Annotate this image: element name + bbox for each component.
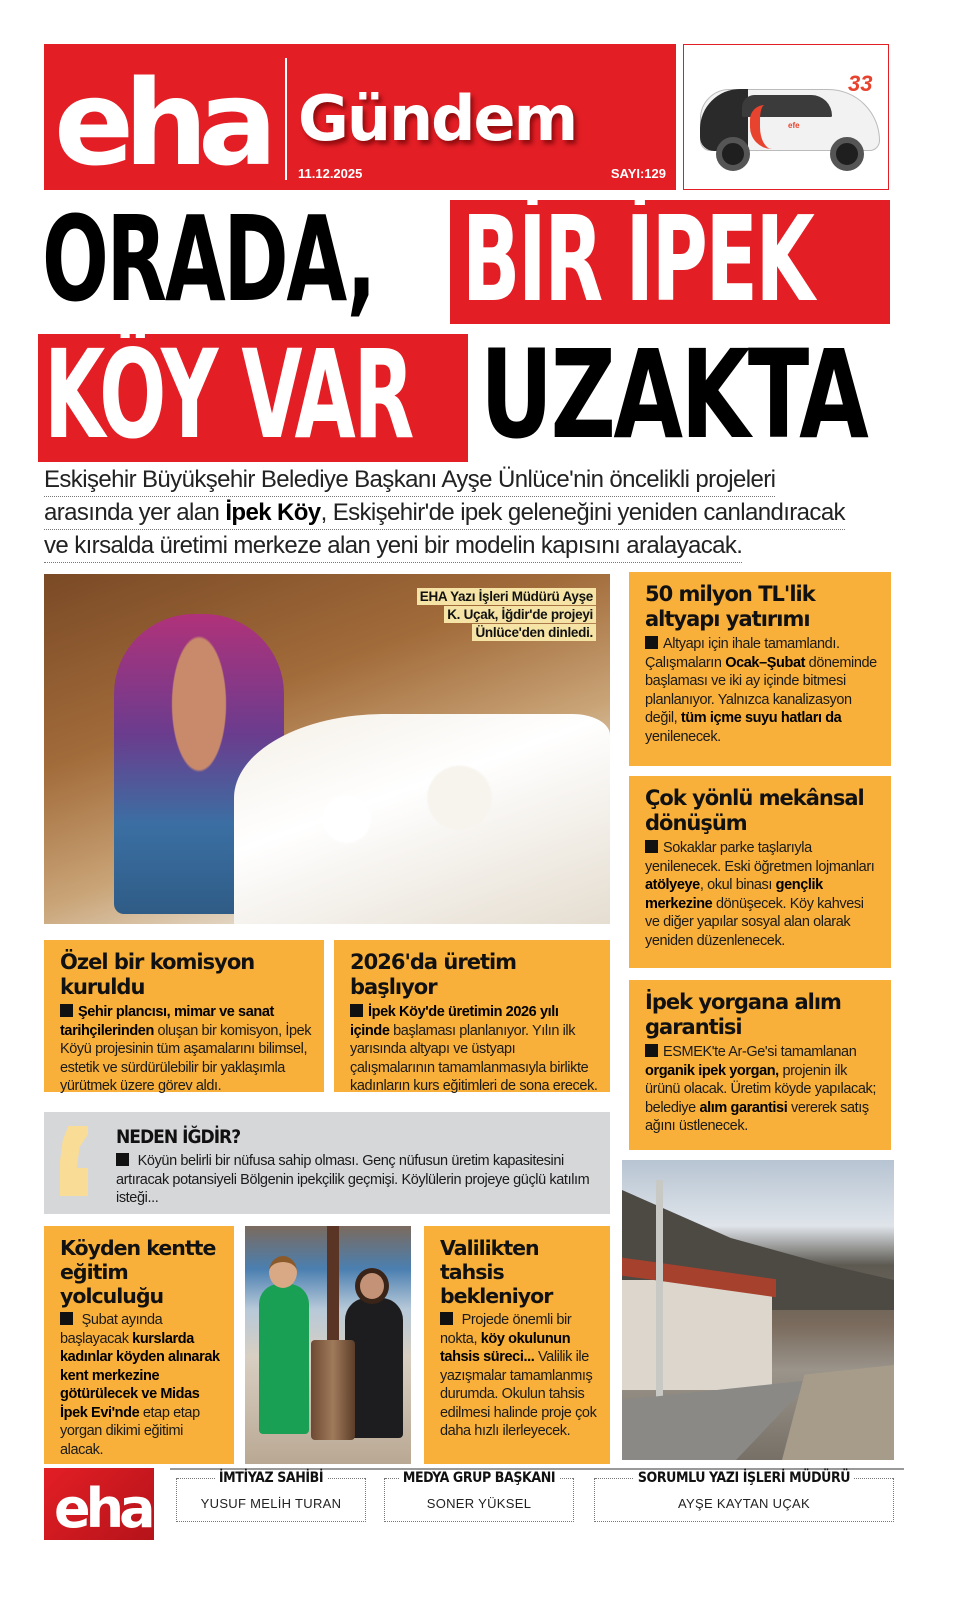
- issue-date: 11.12.2025: [298, 166, 363, 181]
- credit-title: MEDYA GRUP BAŞKANI: [385, 1470, 573, 1486]
- infobox-infrastructure: [629, 572, 891, 766]
- anniversary-badge: 33: [848, 71, 873, 96]
- caption-line: EHA Yazı İşleri Müdürü Ayşe: [417, 588, 596, 605]
- person-head: [355, 1268, 389, 1304]
- infobox-title: 50 milyon TL'lik altyapı yatırımı: [645, 582, 815, 631]
- section-title: Gündem: [298, 82, 577, 155]
- masthead-divider: [285, 58, 287, 180]
- quote-mark-icon: [60, 1126, 88, 1196]
- woman-green-coat: [259, 1284, 309, 1434]
- lead-text: arasında yer alan: [44, 499, 226, 526]
- lead-line-3: ve kırsalda üretimi merkeze alan yeni bir modelin kapısını aralayacak.: [44, 530, 742, 563]
- footer-eha-logo[interactable]: [44, 1468, 154, 1540]
- car-wheel: [716, 137, 750, 171]
- infobox-body: İpek Köy'de üretimin 2026 yılı içinde başlaması planlanıyor. Yılın ilk yarısında altyapı ve üstyapı çalışmalarının tamamlanmasıyla birlikte kadınların kurs eğitimleri de sona erecek.: [350, 1004, 598, 1094]
- car-wheel: [830, 137, 864, 171]
- bullet-square-icon: [645, 636, 658, 649]
- car-advertisement[interactable]: [683, 44, 889, 190]
- stove: [311, 1340, 355, 1440]
- infobox-body: Altyapı için ihale tamamlandı. Çalışmaların Ocak–Şubat döneminde başlaması ve iki ay içinde bitmesi planlanıyor. Yalnızca kanalizasyon değil, tüm içme suyu hatları da yenilenecek.: [645, 636, 877, 745]
- headline-part-1: ORADA,: [42, 190, 375, 328]
- utility-pole: [656, 1180, 663, 1410]
- bullet-square-icon: [440, 1312, 453, 1325]
- infobox-title: İpek yorgana alım garantisi: [645, 990, 841, 1039]
- infobox-governorship: [424, 1226, 610, 1464]
- lead-paragraph: [44, 464, 904, 563]
- issue-number: SAYI:129: [610, 166, 666, 181]
- infobox-transformation: [629, 776, 891, 968]
- credit-name: AYŞE KAYTAN UÇAK: [678, 1496, 810, 1511]
- bullet-square-icon: [645, 1044, 658, 1057]
- credit-title: SORUMLU YAZI İŞLERİ MÜDÜRÜ: [595, 1470, 893, 1486]
- headline-part-3: KÖY VAR: [44, 324, 413, 466]
- stone-wall: [782, 1365, 894, 1460]
- village-house: [622, 1280, 772, 1390]
- person-head: [269, 1256, 297, 1288]
- infobox-commission: [44, 940, 324, 1092]
- ad-brand: efe: [788, 121, 800, 130]
- infobox-body: Şubat ayında başlayacak kurslarda kadınlar köyden alınarak kent merkezine götürülecek ve Midas İpek Evi'nde etap etap yorgan dikimi eğitimi alacak.: [60, 1312, 220, 1458]
- credit-owner: [176, 1470, 366, 1522]
- credit-media-group-head: [384, 1470, 574, 1522]
- bullet-square-icon: [116, 1153, 129, 1166]
- infobox-production-2026: [334, 940, 610, 1092]
- road: [622, 1380, 812, 1460]
- infobox-title: Valilikten tahsis bekleniyor: [440, 1236, 553, 1308]
- photo-cocoons: [234, 714, 610, 924]
- headline-part-2: BİR İPEK: [462, 190, 813, 328]
- eha-logo[interactable]: eha: [54, 54, 268, 192]
- people-by-stove-photo: [245, 1226, 411, 1464]
- infobox-title: Özel bir komisyon kuruldu: [60, 950, 255, 999]
- bullet-square-icon: [645, 840, 658, 853]
- lead-line-1: Eskişehir Büyükşehir Belediye Başkanı Ayşe Ünlüce'nin öncelikli projeleri: [44, 464, 775, 497]
- infobox-education-journey: [44, 1226, 234, 1464]
- lead-text: , Eskişehir'de ipek geleneğini yeniden canlandıracak: [320, 499, 845, 526]
- infobox-quilt-guarantee: [629, 980, 891, 1150]
- why-igdir-text: Köyün belirli bir nüfusa sahip olması. Genç nüfusun üretim kapasitesini artıracak potansiyeli Bölgenin ipekçilik geçmişi. Köylülerin projeye güçlü katılım isteği...: [116, 1153, 590, 1206]
- credit-managing-editor: [594, 1470, 894, 1522]
- credit-name: SONER YÜKSEL: [426, 1496, 532, 1511]
- headline-part-4: UZAKTA: [480, 324, 867, 466]
- masthead: [44, 44, 676, 190]
- lead-emphasis: İpek Köy: [225, 499, 321, 526]
- infobox-body: Şehir plancısı, mimar ve sanat tarihçilerinden oluşan bir komisyon, İpek Köyü projesinin tüm aşamalarını bilimsel, estetik ve sürdürülebilir bir yaklaşımla yürütmek üzere görev aldı.: [60, 1004, 312, 1094]
- footer-logo-text: eha: [54, 1477, 151, 1540]
- infobox-title: 2026'da üretim başlıyor: [350, 950, 517, 999]
- lead-line-2: [44, 497, 845, 530]
- infobox-body: Sokaklar parke taşlarıyla yenilenecek. Eski öğretmen lojmanları atölyeye, okul binası gençlik merkezine dönüşecek. Köy kahvesi ve diğer yapılar sosyal alan olarak yeniden düzenlenecek.: [645, 840, 875, 949]
- caption-line: K. Uçak, İğdir'de projeyi: [444, 606, 596, 623]
- infobox-body: ESMEK'te Ar-Ge'si tamamlanan organik ipek yorgan, projenin ilk ürünü olacak. Üretim köyde yapılacak; belediye alım garantisi vererek satış ağını üstlenecek.: [645, 1044, 877, 1134]
- infobox-title: Köyden kentte eğitim yolculuğu: [60, 1236, 216, 1308]
- stove-pipe: [327, 1226, 339, 1342]
- photo-caption: [417, 588, 596, 642]
- village-road-photo: [622, 1160, 894, 1460]
- bullet-square-icon: [350, 1004, 363, 1017]
- why-igdir-title: NEDEN İĞDİR?: [116, 1126, 241, 1148]
- bullet-square-icon: [60, 1312, 73, 1325]
- infobox-body: Projede önemli bir nokta, köy okulunun tahsis süreci... Valilik ile yazışmalar tamamlanmış durumda. Okulun tahsis edilmesi halinde proje çok daha hızlı ilerleyecek.: [440, 1312, 597, 1439]
- bullet-square-icon: [60, 1004, 73, 1017]
- why-igdir-box: [44, 1112, 610, 1214]
- infobox-title: Çok yönlü mekânsal dönüşüm: [645, 786, 864, 835]
- silk-cocoon-photo: [44, 574, 610, 924]
- credit-name: YUSUF MELİH TURAN: [200, 1496, 342, 1511]
- credit-title: İMTİYAZ SAHİBİ: [177, 1470, 365, 1486]
- caption-line: Ünlüce'den dinledi.: [472, 624, 596, 641]
